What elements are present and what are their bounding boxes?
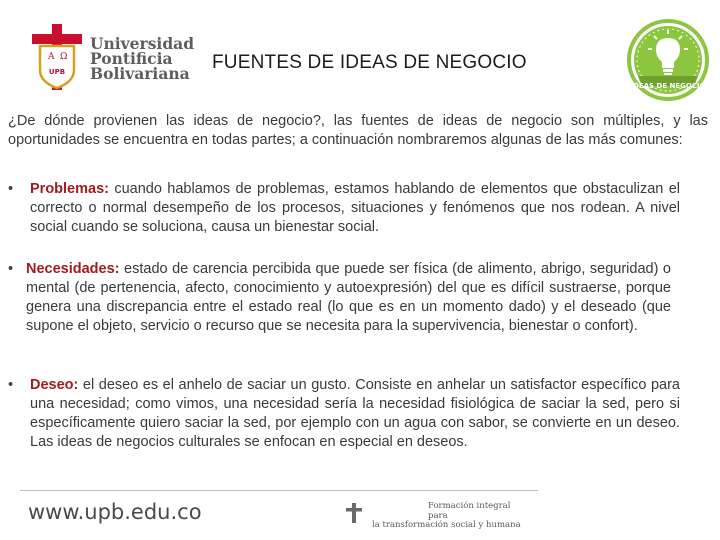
footer-slogan-line1: Formación integral para bbox=[428, 501, 511, 521]
bullet-deseo bbox=[8, 376, 680, 452]
badge-label: IDEAS DE NEGOCIO bbox=[630, 82, 706, 90]
bullet-problemas bbox=[8, 180, 680, 237]
bullet-marker: • bbox=[8, 261, 14, 277]
footer-url[interactable]: www.upb.edu.co bbox=[28, 500, 202, 524]
bullet-marker: • bbox=[8, 377, 14, 393]
bullet-text: estado de carencia percibida que puede ser física (de alimento, abrigo, seguridad) o mental (de pertenencia, afecto, conocimiento y autoexpresión) del que es difícil sustraerse, porque genera una discrepancia entre el estado real (lo que es en un momento dado) y el deseado (que supone el objeto, servicio o recurso que se necesita para la supervivencia, bienestar o confort). bbox=[26, 261, 671, 334]
slide-footer bbox=[0, 480, 720, 540]
bullet-term: Problemas: bbox=[30, 181, 109, 197]
university-name-line3: Bolivariana bbox=[90, 64, 190, 83]
footer-slogan bbox=[372, 502, 532, 531]
slide-header bbox=[0, 0, 720, 105]
footer-divider bbox=[20, 490, 538, 491]
bullet-marker: • bbox=[8, 181, 14, 197]
bullet-text: el deseo es el anhelo de saciar un gusto. Consiste en anhelar un satisfactor específico para una necesidad; como vimos, una necesidad sería la necesidad fisiológica de saciar la sed, pero si específicamente quiero saciar la sed, por ejemplo con un agua con sabor, se convierte en un deseo. Las ideas de negocios culturales se enfocan en especial en deseos. bbox=[30, 377, 680, 450]
university-name bbox=[90, 36, 194, 81]
university-name-line2: Pontificia bbox=[90, 49, 173, 68]
upb-mark-icon bbox=[344, 503, 364, 523]
university-shield-icon bbox=[28, 24, 86, 90]
bullet-term: Deseo: bbox=[30, 377, 79, 393]
shield-upb: UPB bbox=[48, 68, 66, 76]
bullet-term: Necesidades: bbox=[26, 261, 120, 277]
slide-content bbox=[8, 112, 708, 450]
footer-slogan-line2: la transformación social y humana bbox=[372, 520, 521, 530]
ideas-badge bbox=[622, 18, 714, 102]
shield-omega: Ω bbox=[60, 52, 68, 62]
university-logo bbox=[28, 24, 198, 90]
university-name-line1: Universidad bbox=[90, 34, 195, 53]
bullet-necesidades bbox=[8, 260, 671, 336]
intro-paragraph: ¿De dónde provienen las ideas de negocio?, las fuentes de ideas de negocio son múltiples, y las oportunidades se encuentra en todas partes; a continuación nombraremos algunas de las más comunes: bbox=[8, 113, 708, 148]
shield-alpha: A bbox=[48, 52, 55, 62]
slide-title: FUENTES DE IDEAS DE NEGOCIO bbox=[212, 52, 527, 73]
bullet-text: cuando hablamos de problemas, estamos hablando de elementos que obstaculizan el correcto o normal desempeño de los procesos, situaciones y fenómenos que nos rodean. A nivel social cuando se soluciona, causa un bienestar social. bbox=[30, 181, 680, 235]
